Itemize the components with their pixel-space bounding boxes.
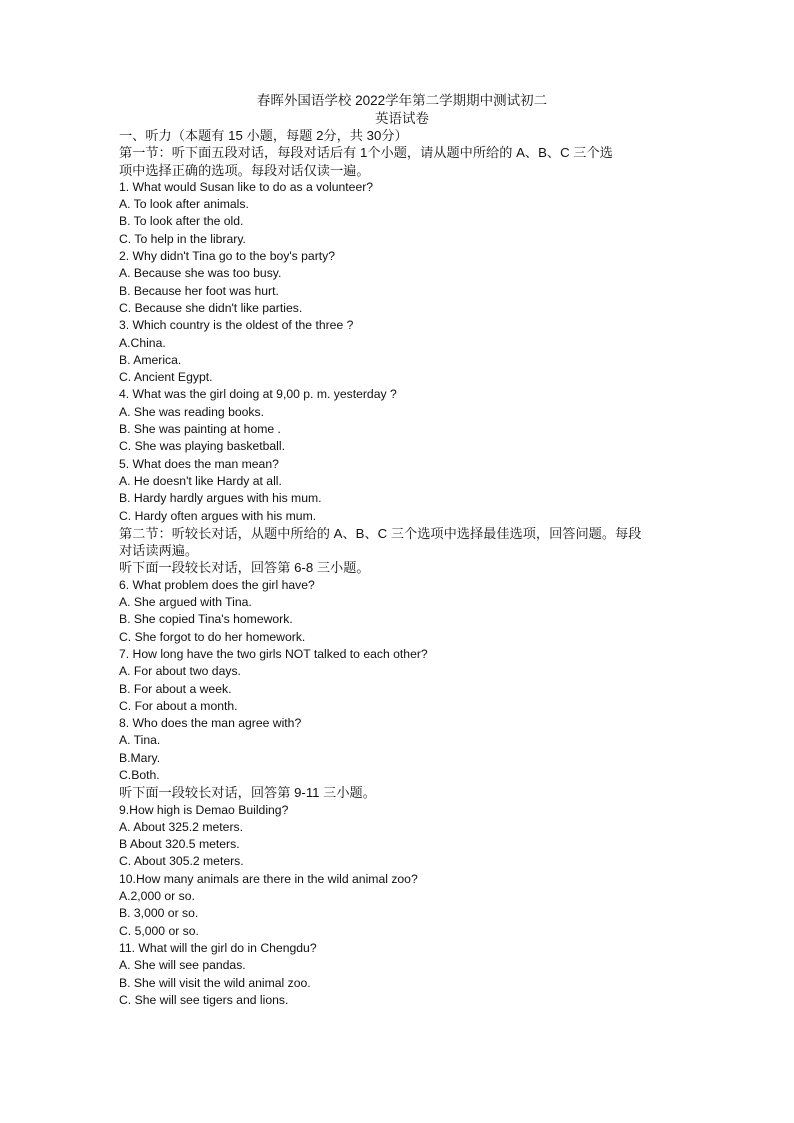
- answer-option: B. She will visit the wild animal zoo.: [119, 975, 311, 990]
- answer-option: C. She forgot to do her homework.: [119, 629, 306, 644]
- question-text: 11. What will the girl do in Chengdu?: [119, 940, 317, 955]
- answer-option: C. Ancient Egypt.: [119, 370, 213, 385]
- exam-content: [119, 92, 679, 1009]
- answer-option: A. To look after animals.: [119, 197, 249, 212]
- answer-option: B. She copied Tina's homework.: [119, 612, 293, 627]
- section-instruction: 第一节：听下面五段对话，每段对话后有 1个小题，请从题中所给的 A、B、C 三个选: [119, 145, 613, 161]
- question-text: 10.How many animals are there in the wild animal zoo?: [119, 871, 418, 886]
- answer-option: A. He doesn't like Hardy at all.: [119, 473, 282, 488]
- answer-option: C. She was playing basketball.: [119, 439, 285, 454]
- answer-option: B. For about a week.: [119, 681, 232, 696]
- answer-option: A. She will see pandas.: [119, 958, 246, 973]
- answer-option: C. She will see tigers and lions.: [119, 992, 289, 1007]
- answer-option: C. About 305.2 meters.: [119, 854, 244, 869]
- answer-option: A. For about two days.: [119, 664, 241, 679]
- answer-option: B. Because her foot was hurt.: [119, 283, 279, 298]
- answer-option: C. Because she didn't like parties.: [119, 300, 303, 315]
- question-text: 4. What was the girl doing at 9,00 p. m. yesterday ?: [119, 387, 397, 402]
- answer-option: A. Because she was too busy.: [119, 266, 282, 281]
- answer-option: A. About 325.2 meters.: [119, 819, 243, 834]
- section-instruction: 对话读两遍。: [119, 543, 199, 559]
- question-text: 9.How high is Demao Building?: [119, 802, 289, 817]
- section-instruction: 项中选择正确的选项。每段对话仅读一遍。: [119, 162, 370, 178]
- exam-subtitle: 英语试卷: [375, 110, 429, 126]
- section-instruction: 第二节：听较长对话，从题中所给的 A、B、C 三个选项中选择最佳选项，回答问题。每段: [119, 525, 642, 541]
- question-text: 8. Who does the man agree with?: [119, 716, 302, 731]
- exam-body: [119, 127, 679, 1009]
- exam-title: 春晖外国语学校 2022学年第二学期期中测试初二: [256, 93, 548, 108]
- answer-option: A.2,000 or so.: [119, 889, 195, 904]
- answer-option: C. To help in the library.: [119, 231, 246, 246]
- answer-option: A. Tina.: [119, 733, 161, 748]
- answer-option: B About 320.5 meters.: [119, 837, 240, 852]
- answer-option: C.Both.: [119, 767, 160, 782]
- answer-option: B. To look after the old.: [119, 214, 244, 229]
- question-text: 7. How long have the two girls NOT talked to each other?: [119, 646, 428, 661]
- section-instruction: 听下面一段较长对话，回答第 6-8 三小题。: [119, 560, 370, 576]
- answer-option: A. She was reading books.: [119, 404, 264, 419]
- answer-option: C. For about a month.: [119, 698, 238, 713]
- section-instruction: 一、听力（本题有 15 小题，每题 2分，共 30分）: [119, 128, 408, 143]
- answer-option: C. 5,000 or so.: [119, 923, 199, 938]
- question-text: 1. What would Susan like to do as a volunteer?: [119, 179, 374, 194]
- answer-option: B. She was painting at home .: [119, 422, 281, 437]
- question-text: 5. What does the man mean?: [119, 456, 279, 471]
- question-text: 2. Why didn't Tina go to the boy's party?: [119, 249, 336, 264]
- answer-option: A. She argued with Tina.: [119, 595, 252, 610]
- answer-option: B.Mary.: [119, 750, 161, 765]
- question-text: 6. What problem does the girl have?: [119, 577, 315, 592]
- answer-option: B. America.: [119, 352, 182, 367]
- answer-option: C. Hardy often argues with his mum.: [119, 508, 317, 523]
- answer-option: A.China.: [119, 335, 166, 350]
- section-instruction: 听下面一段较长对话，回答第 9-11 三小题。: [119, 785, 376, 801]
- question-text: 3. Which country is the oldest of the three ?: [119, 318, 354, 333]
- answer-option: B. 3,000 or so.: [119, 906, 199, 921]
- answer-option: B. Hardy hardly argues with his mum.: [119, 491, 322, 506]
